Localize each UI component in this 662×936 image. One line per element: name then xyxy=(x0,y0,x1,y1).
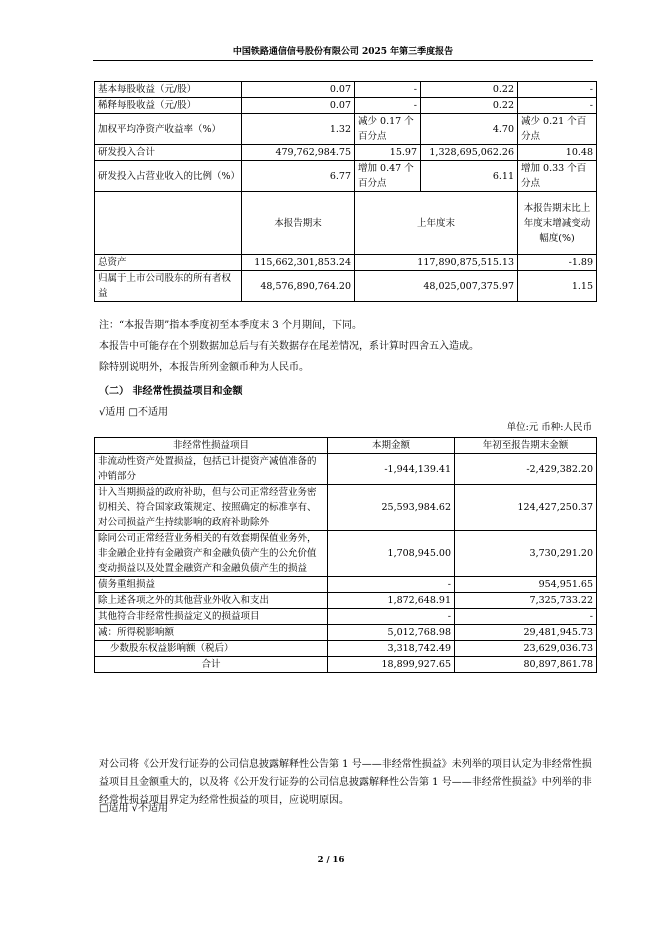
table-row: 除上述各项之外的其他营业外收入和支出 1,872,648.91 7,325,733.22 xyxy=(95,593,597,609)
total-row: 合计 18,899,927.65 80,897,861.78 xyxy=(95,657,597,673)
table-row: 减：所得税影响额 5,012,768.98 29,481,945.73 xyxy=(95,625,597,641)
table-header-row xyxy=(95,438,597,454)
table-row: 研发投入合计 479,762,984.75 15.97 1,328,695,062.26 10.48 xyxy=(95,145,597,161)
table-row: 基本每股收益（元/股） 0.07 - 0.22 - xyxy=(95,82,597,98)
row-label: 总资产 xyxy=(95,255,242,271)
unit-currency-line: 单位:元 币种:人民币 xyxy=(506,422,592,433)
table-row: 计入当期损益的政府补助，但与公司正常经营业务密切相关、符合国家政策规定、按照确定的标准享有、对公司损益产生持续影响的政府补助除外 25,593,984.62 124,427,250.37 xyxy=(95,485,597,531)
page-header: 中国铁路通信信号股份有限公司 2025 年第三季度报告 xyxy=(232,47,454,57)
page-number: 2 / 16 xyxy=(317,855,345,865)
row-label: 研发投入占营业收入的比例（%） xyxy=(95,161,242,192)
column-header: 年初至报告期末金额 xyxy=(455,438,597,454)
table-row: 总资产 115,662,301,853.24 117,890,875,515.13 -1.89 xyxy=(95,255,597,271)
column-header: 非经常性损益项目 xyxy=(95,438,328,454)
column-header: 本报告期末比上年度末增减变动幅度(%) xyxy=(518,192,597,255)
column-header: 本期金额 xyxy=(328,438,455,454)
column-header: 上年度末 xyxy=(355,192,518,255)
explanation-paragraph: 对公司将《公开发行证券的公司信息披露解释性公告第 1 号——非经常性损益》未列举的项目认定为非经常性损益项目且金额重大的，以及将《公开发行证券的公司信息披露解释性公告第 1 号——非经常性损益》中列举的非经常性损益项目界定为经常性损益的项目，应说明原因。 xyxy=(99,759,592,806)
table-row: 研发投入占营业收入的比例（%） 6.77 增加 0.47 个百分点 6.11 增加 0.33 个百分点 xyxy=(95,161,597,192)
table-row: 少数股东权益影响额（税后） 3,318,742.49 23,629,036.73 xyxy=(95,641,597,657)
table-header-row xyxy=(95,192,597,255)
table-row: 稀释每股收益（元/股） 0.07 - 0.22 - xyxy=(95,98,597,114)
column-header: 本报告期末 xyxy=(242,192,355,255)
note-reporting-period: 注：“本报告期”指本季度初至本季度末 3 个月期间，下同。 xyxy=(99,320,362,331)
table-row: 加权平均净资产收益率（%） 1.32 减少 0.17 个百分点 4.70 减少 0.21 个百分点 xyxy=(95,114,597,145)
row-label: 研发投入合计 xyxy=(95,145,242,161)
applicable-checkbox-line: √适用 □不适用 xyxy=(99,407,168,418)
non-recurring-items-table xyxy=(94,437,597,673)
note-currency: 除特别说明外，本报告所列金额币种为人民币。 xyxy=(99,362,309,373)
table-row: 其他符合非经常性损益定义的损益项目 - - xyxy=(95,609,597,625)
row-label: 稀释每股收益（元/股） xyxy=(95,98,242,114)
row-label: 归属于上市公司股东的所有者权益 xyxy=(95,271,242,302)
row-label: 基本每股收益（元/股） xyxy=(95,82,242,98)
header-divider xyxy=(93,60,593,61)
note-rounding: 本报告中可能存在个别数据加总后与有关数据存在尾差情况，系计算时四舍五入造成。 xyxy=(99,341,479,352)
applicable-checkbox-line-2: □适用 √不适用 xyxy=(99,803,168,814)
table-row: 归属于上市公司股东的所有者权益 48,576,890,764.20 48,025,007,375.97 1.15 xyxy=(95,271,597,302)
table-row: 除同公司正常经营业务相关的有效套期保值业务外，非金融企业持有金融资产和金融负债产生的公允价值变动损益以及处置金融资产和金融负债产生的损益 1,708,945.00 3,730,291.20 xyxy=(95,531,597,577)
row-label: 加权平均净资产收益率（%） xyxy=(95,114,242,145)
table-row: 债务重组损益 - 954,951.65 xyxy=(95,577,597,593)
section-title: （二） 非经常性损益项目和金额 xyxy=(99,386,243,397)
table-row: 非流动性资产处置损益，包括已计提资产减值准备的冲销部分 -1,944,139.41 -2,429,382.20 xyxy=(95,454,597,485)
financial-indicators-table xyxy=(94,81,597,302)
